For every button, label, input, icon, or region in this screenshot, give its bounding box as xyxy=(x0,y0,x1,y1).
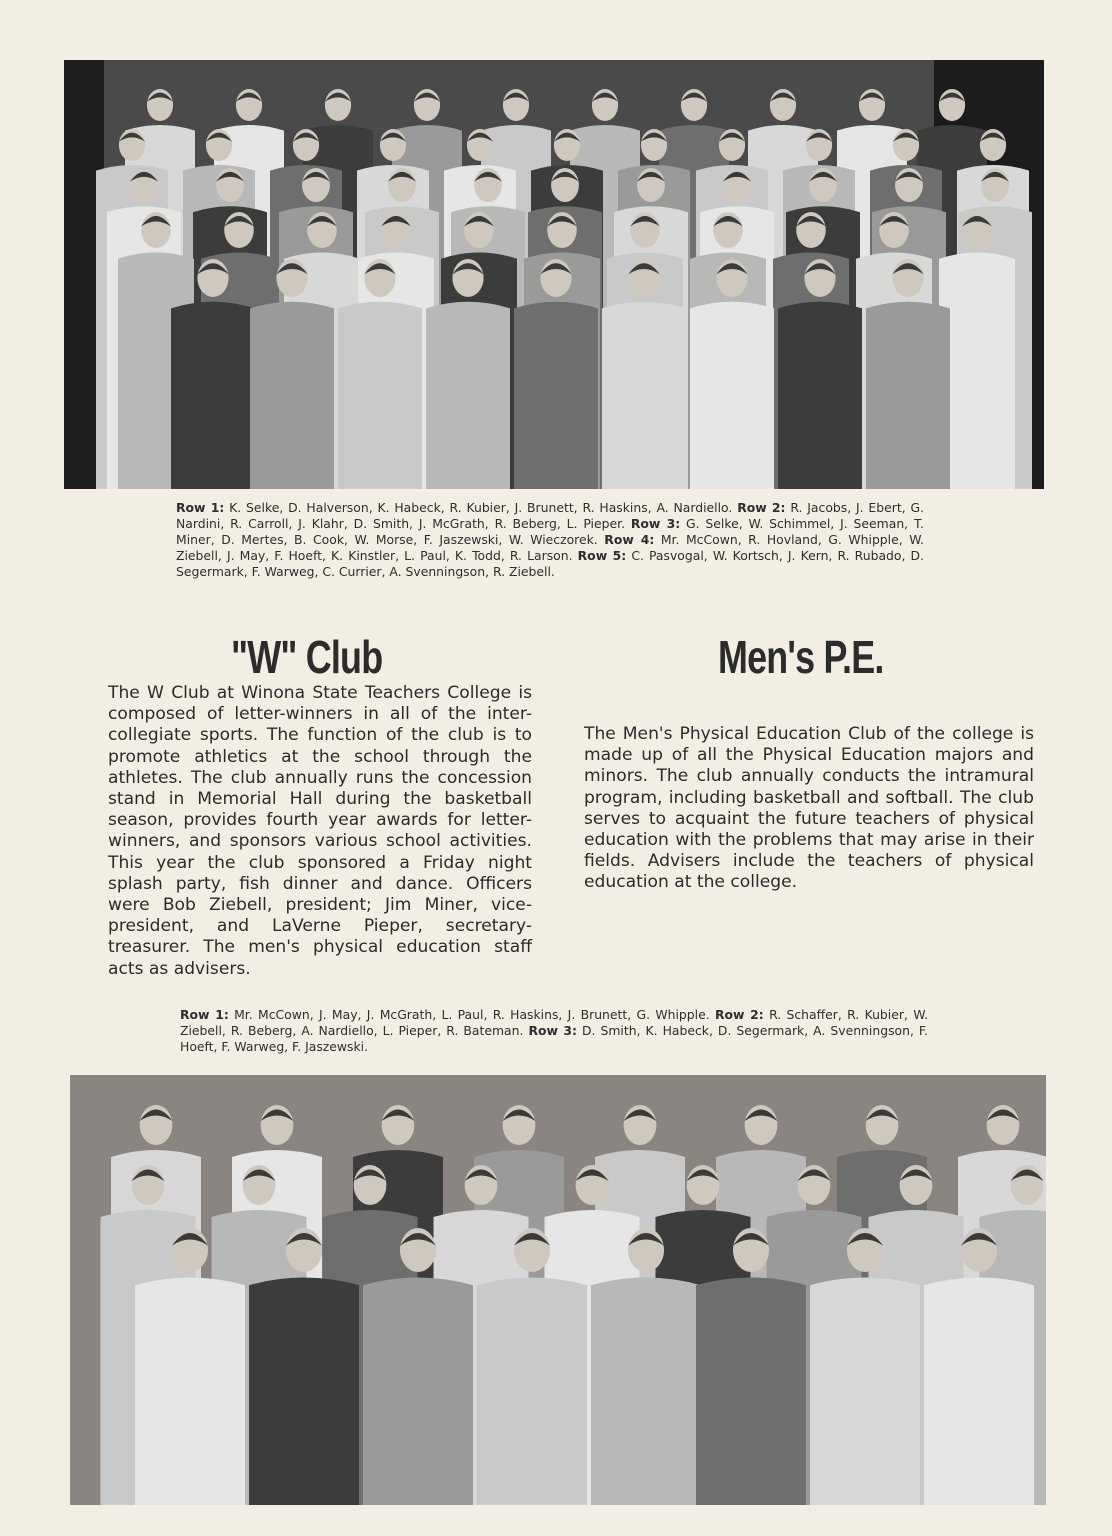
caption-row-label: Row 2: xyxy=(737,500,786,515)
caption-row-names: G. Selke, W. Schimmel, J. Seeman, T. Miner, D. Mertes, B. Cook, W. Morse, F. Jaszewski, W. Wieczorek. xyxy=(176,516,924,547)
person-figure xyxy=(477,1278,587,1506)
caption-row-label: Row 1: xyxy=(176,500,225,515)
caption-row-label: Row 3: xyxy=(528,1023,577,1038)
person-figure xyxy=(426,302,510,489)
person-figure xyxy=(591,1278,701,1506)
person-figure xyxy=(135,1278,245,1506)
person-figure xyxy=(250,302,334,489)
person-figure xyxy=(514,302,598,489)
w-club-group-photo xyxy=(64,60,1044,489)
caption-row-label: Row 5: xyxy=(577,548,627,563)
person-figure xyxy=(338,302,422,489)
person-figure xyxy=(690,302,774,489)
person-figure xyxy=(363,1278,473,1506)
person-figure xyxy=(924,1278,1034,1506)
person-figure xyxy=(866,302,950,489)
person-figure xyxy=(810,1278,920,1506)
mens-pe-heading: Men's P.E. xyxy=(718,631,884,683)
w-club-photo-caption xyxy=(176,500,924,580)
caption-row-names: D. Smith, K. Habeck, D. Segermark, A. Svenningson, F. Hoeft, F. Warweg, F. Jaszewski. xyxy=(180,1023,928,1054)
person-figure xyxy=(602,302,686,489)
mens-pe-group-photo xyxy=(70,1075,1046,1505)
caption-row-label: Row 2: xyxy=(714,1007,764,1022)
caption-row-names: R. Jacobs, J. Ebert, G. Nardini, R. Carroll, J. Klahr, D. Smith, J. McGrath, R. Beberg, L. Pieper. xyxy=(176,500,925,531)
caption-row-label: Row 4: xyxy=(604,532,655,547)
person-figure xyxy=(249,1278,359,1506)
mens-pe-photo-caption xyxy=(180,1007,928,1055)
caption-row-names: Mr. McCown, J. May, J. McGrath, L. Paul, R. Haskins, J. Brunett, G. Whipple. xyxy=(234,1007,710,1022)
mens-pe-description: The Men's Physical Education Club of the college is made up of all the Physical Education majors and minors. The club annually conducts the intramural program, including basketball and softball. The club serves to acquaint the future teachers of physical education with the problems that may arise in their fields. Advisers include the teachers of physical education at the college. xyxy=(584,724,1034,893)
person-figure xyxy=(696,1278,806,1506)
caption-row-names: C. Pasvogal, W. Kortsch, J. Kern, R. Rubado, D. Segermark, F. Warweg, C. Currier, A. Svenningson, R. Ziebell. xyxy=(176,548,925,579)
caption-row-label: Row 1: xyxy=(180,1007,229,1022)
w-club-heading: "W" Club xyxy=(231,631,383,683)
caption-row-names: K. Selke, D. Halverson, K. Habeck, R. Kubier, J. Brunett, R. Haskins, A. Nardiello. xyxy=(229,500,733,515)
caption-row-label: Row 3: xyxy=(630,516,681,531)
person-figure xyxy=(778,302,862,489)
caption-row-names: R. Schaffer, R. Kubier, W. Ziebell, R. Beberg, A. Nardiello, L. Pieper, R. Bateman. xyxy=(180,1007,928,1038)
person-figure xyxy=(171,302,255,489)
w-club-photo-image xyxy=(64,60,1044,489)
w-club-description: The W Club at Winona State Teachers College is composed of letter-winners in all of the inter-collegiate sports. The function of the club is to promote athletics at the school through the athletes. The club annually runs the concession stand in Memorial Hall during the basketball season, provides fourth year awards for letter-winners, and sponsors various school activities. This year the club sponsored a Friday night splash party, fish dinner and dance. Officers were Bob Ziebell, president; Jim Miner, vice-president, and LaVerne Pieper, secretary-treasurer. The men's physical education staff acts as advisers. xyxy=(108,683,532,979)
mens-pe-photo-image xyxy=(70,1075,1046,1505)
person-figure xyxy=(939,253,1015,490)
caption-row-names: Mr. McCown, R. Hovland, G. Whipple, W. Ziebell, J. May, F. Hoeft, K. Kinstler, L. Paul, K. Todd, R. Larson. xyxy=(176,532,924,563)
